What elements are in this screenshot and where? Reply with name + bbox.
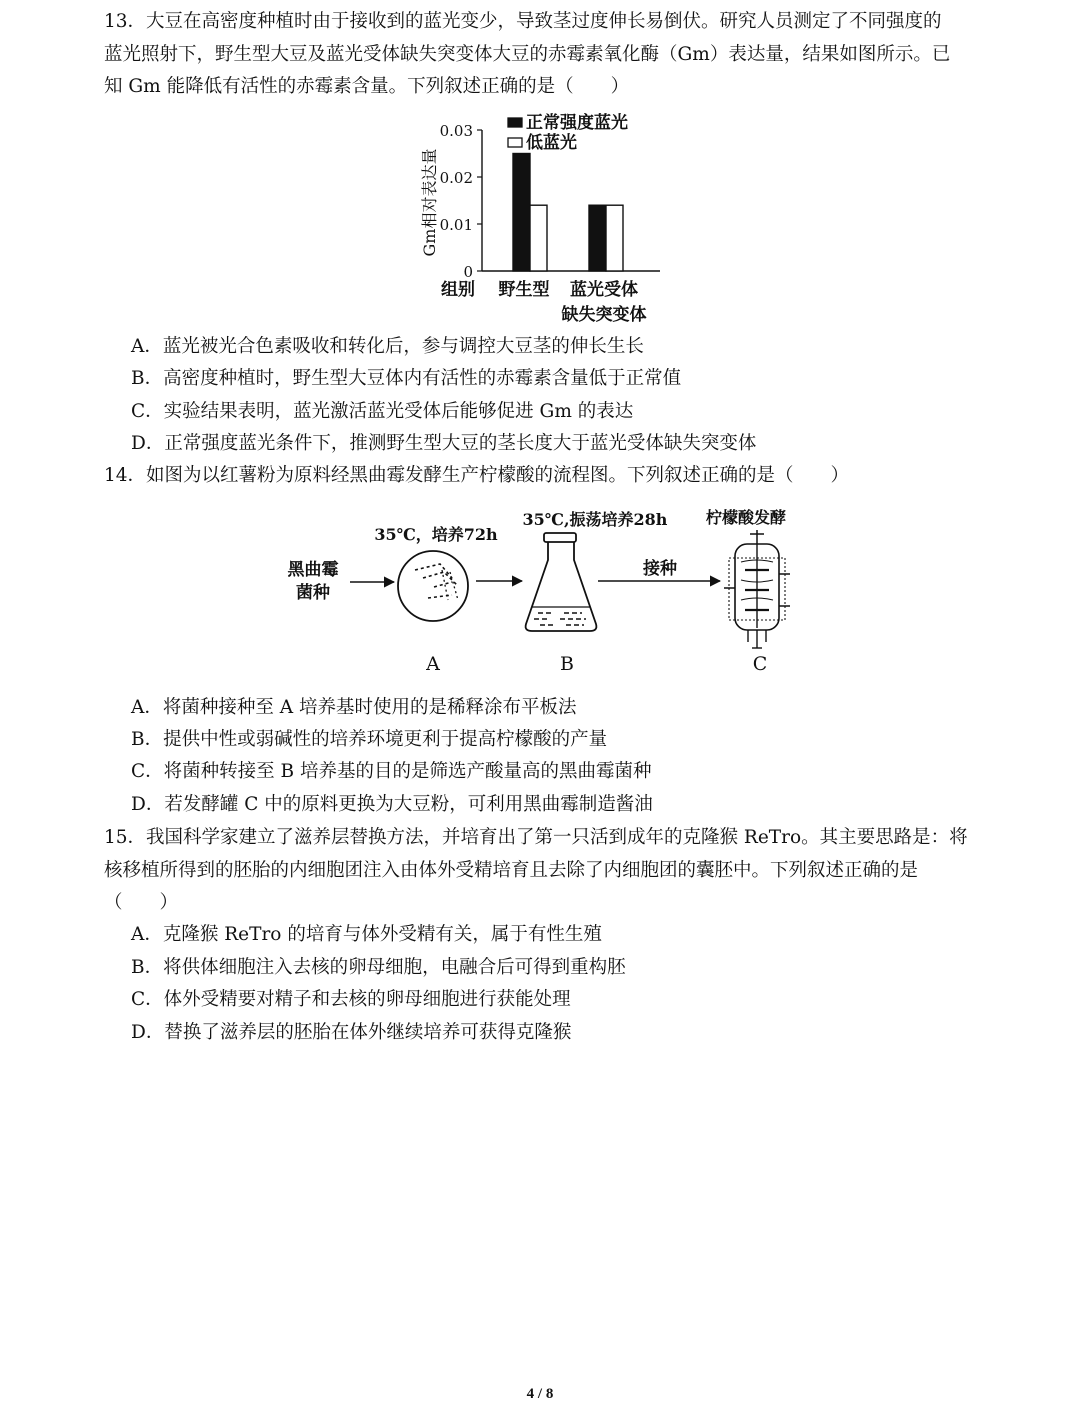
strain-label-2: 菌种: [296, 583, 330, 603]
inoculate-label: 接种: [643, 559, 677, 579]
fermenter-tank-icon: [724, 530, 790, 648]
y-tick-label-0: 0: [463, 263, 473, 281]
q15-option-d: D．替换了滋养层的胚胎在体外继续培养可获得克隆猴: [131, 1022, 572, 1043]
q13-option-a: A．蓝光被光合色素吸收和转化后，参与调控大豆茎的伸长生长: [131, 336, 644, 357]
q14-stem-line-1: 14．如图为以红薯粉为原料经黑曲霉发酵生产柠檬酸的流程图。下列叙述正确的是（ ）: [104, 465, 850, 486]
legend-label-1: 低蓝光: [526, 133, 577, 153]
category-label-0-0: 野生型: [498, 280, 550, 300]
bar-chart-svg: [410, 108, 700, 330]
q15-stem-line-1: 15．我国科学家建立了滋养层替换方法，并培育出了第一只活到成年的克隆猴 ReTro。其主要思路是：将: [104, 827, 968, 848]
gm-expression-chart: [410, 108, 700, 330]
q13-option-d: D．正常强度蓝光条件下，推测野生型大豆的茎长度大于蓝光受体缺失突变体: [131, 433, 757, 454]
petri-dish-icon: [398, 551, 468, 621]
label-c: C: [752, 653, 768, 675]
conical-flask-icon: [526, 533, 597, 631]
q14-option-c: C．将菌种转接至 B 培养基的目的是筛选产酸量高的黑曲霉菌种: [131, 761, 652, 782]
y-tick-label-2: 0.02: [439, 169, 473, 187]
q13-stem-line-3: 知 Gm 能降低有活性的赤霉素含量。下列叙述正确的是（ ）: [104, 76, 630, 97]
label-b: B: [560, 653, 574, 675]
legend-swatch-0: [508, 118, 522, 127]
bar-1-0: [589, 205, 606, 271]
bar-0-0: [513, 154, 530, 272]
citric-acid-flow-diagram: [282, 500, 822, 682]
legend-label-0: 正常强度蓝光: [526, 113, 628, 133]
label-a: A: [426, 653, 440, 675]
q13-option-c: C．实验结果表明，蓝光激活蓝光受体后能够促进 Gm 的表达: [131, 401, 634, 422]
category-label-1-0: 蓝光受体: [570, 280, 638, 300]
q14-option-b: B．提供中性或弱碱性的培养环境更利于提高柠檬酸的产量: [131, 729, 608, 750]
q15-option-a: A．克隆猴 ReTro 的培育与体外受精有关，属于有性生殖: [131, 924, 602, 945]
q13-option-b: B．高密度种植时，野生型大豆体内有活性的赤霉素含量低于正常值: [131, 368, 682, 389]
q13-stem-line-2: 蓝光照射下，野生型大豆及蓝光受体缺失突变体大豆的赤霉素氧化酶（Gm）表达量，结果如图所示。已: [104, 44, 951, 65]
bar-1-1: [606, 205, 623, 271]
q14-option-a: A．将菌种接种至 A 培养基时使用的是稀释涂布平板法: [131, 697, 577, 718]
q15-stem-line-3: （ ）: [104, 892, 179, 913]
y-tick-label-1: 0.01: [439, 216, 473, 234]
q15-stem-line-2: 核移植所得到的胚胎的内细胞团注入由体外受精培育且去除了内细胞团的囊胚中。下列叙述正确的是: [104, 860, 919, 881]
q15-option-c: C．体外受精要对精子和去核的卵母细胞进行获能处理: [131, 989, 571, 1010]
bar-0-1: [530, 205, 547, 271]
flow-diagram-svg: [282, 500, 822, 682]
y-axis-label: Gm相对表达量: [420, 148, 439, 257]
legend-swatch-1: [508, 138, 522, 147]
category-label-1-1: 缺失突变体: [561, 305, 647, 325]
page-number: 4 / 8: [526, 1386, 554, 1402]
y-tick-label-3: 0.03: [439, 122, 473, 140]
step-c-title: 柠檬酸发酵: [705, 508, 787, 527]
q15-option-b: B．将供体细胞注入去核的卵母细胞，电融合后可得到重构胚: [131, 957, 626, 978]
q13-stem-line-1: 13．大豆在高密度种植时由于接收到的蓝光变少，导致茎过度伸长易倒伏。研究人员测定了不同强度的: [104, 11, 942, 32]
step-a-condition: 35℃，培养72h: [374, 525, 498, 544]
step-b-condition: 35℃,振荡培养28h: [522, 510, 668, 529]
strain-label-1: 黑曲霉: [287, 560, 339, 580]
x-axis-label: 组别: [441, 280, 475, 300]
q14-option-d: D．若发酵罐 C 中的原料更换为大豆粉，可利用黑曲霉制造酱油: [131, 794, 653, 815]
